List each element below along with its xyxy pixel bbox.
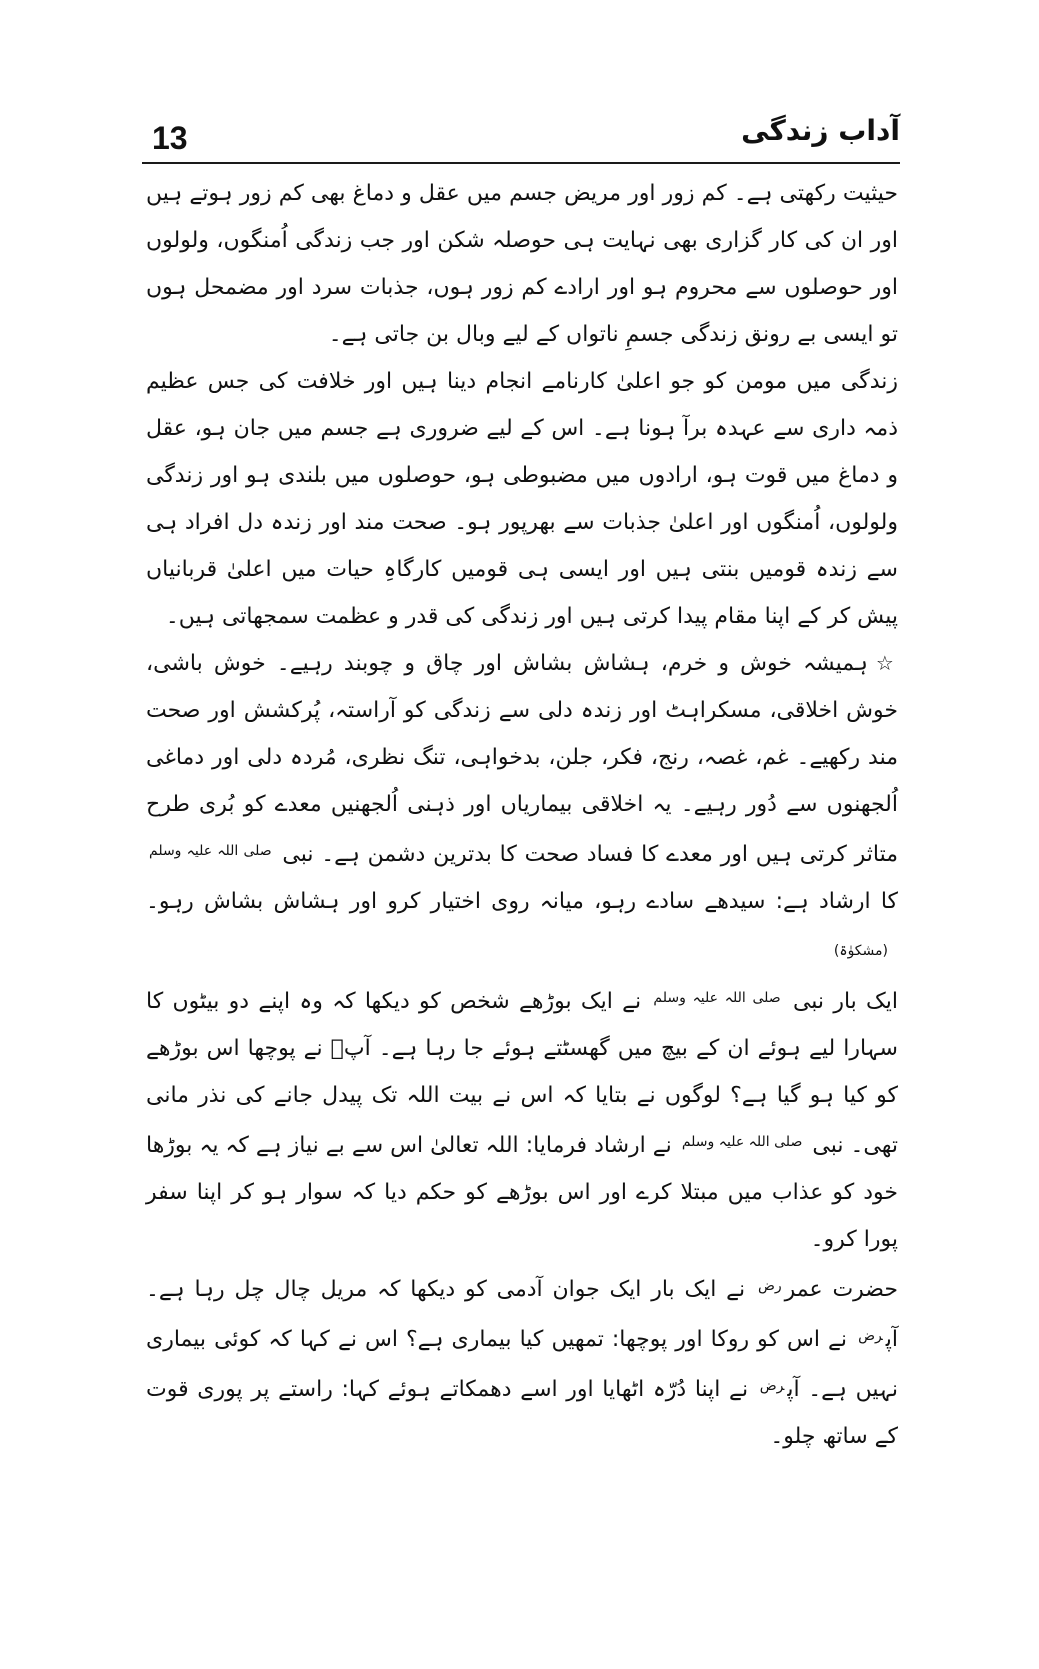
paragraph-4 xyxy=(146,975,898,1263)
paragraph-4-part-2: نے ایک بوڑھے شخص کو دیکھا کہ وہ اپنے دو بیٹوں کا سہارا لیے ہوئے ان کے بیچ میں گھسٹتے ہوئے جا رہا ہے۔ آپؐ نے پوچھا اس بوڑھے کو کیا ہو گیا ہے؟ لوگوں نے بتایا کہ اس نے بیت اللہ تک پیدل جانے کی نذر مانی تھی۔ نبی xyxy=(146,989,898,1158)
paragraph-5-part-4: نے اپنا دُرّہ اٹھایا اور اسے دھمکاتے ہوئے کہا: راستے پر پوری قوت کے ساتھ چلو۔ xyxy=(146,1377,898,1449)
paragraph-3-part-2: کا ارشاد ہے: سیدھے سادے رہو، میانہ روی اختیار کرو اور ہشاش بشاش رہو۔ xyxy=(146,889,898,914)
paragraph-5 xyxy=(146,1263,898,1460)
paragraph-4-part-3: نے ارشاد فرمایا: اللہ تعالیٰ اس سے بے نیاز ہے کہ یہ بوڑھا خود کو عذاب میں مبتلا کرے اور اس بوڑھے کو حکم دیا کہ سوار ہو کر اپنا سفر پورا کرو۔ xyxy=(146,1133,898,1252)
companion-honorific-2: رض xyxy=(858,1328,883,1344)
companion-honorific-3: رض xyxy=(759,1378,785,1394)
header-divider xyxy=(142,162,900,164)
paragraph-5-part-3: نے اس کو روکا اور پوچھا: تمھیں کیا بیماری ہے؟ اس نے کہا کہ کوئی بیماری نہیں ہے۔ آپ xyxy=(146,1327,899,1402)
prophet-honorific-1: صلی اللہ علیہ وسلم xyxy=(149,843,272,859)
paragraph-4-part-1: ایک بار نبی xyxy=(792,989,898,1014)
page-body xyxy=(146,170,898,1460)
companion-honorific-1: رض xyxy=(757,1278,782,1294)
paragraph-3-part-1: ہمیشہ خوش و خرم، ہشاش بشاش اور چاق و چوبند رہیے۔ خوش باشی، خوش اخلاقی، مسکراہٹ اور زندہ دلی سے زندگی کو آراستہ، پُرکشش اور صحت مند رکھیے۔ غم، غصہ، رنج، فکر، جلن، بدخواہی، تنگ نظری، مُردہ دلی اور دماغی اُلجھنوں سے دُور رہیے۔ یہ اخلاقی بیماریاں اور ذہنی اُلجھنیں معدے کو بُری طرح متاثر کرتی ہیں اور معدے کا فساد صحت کا بدترین دشمن ہے۔ نبی xyxy=(146,651,898,867)
citation: (مشکوٰۃ) xyxy=(833,943,888,959)
prophet-honorific-2: صلی اللہ علیہ وسلم xyxy=(653,990,781,1006)
paragraph-3 xyxy=(146,640,898,975)
paragraph-5-part-2: نے ایک بار ایک جوان آدمی کو دیکھا کہ مریل چال چل رہا ہے۔ آپ xyxy=(146,1277,898,1352)
paragraph-2: زندگی میں مومن کو جو اعلیٰ کارنامے انجام دینا ہیں اور خلافت کی جس عظیم ذمہ داری سے عہدہ برآ ہونا ہے۔ اس کے لیے ضروری ہے جسم میں جان ہو، عقل و دماغ میں قوت ہو، ارادوں میں مضبوطی ہو، حوصلوں میں بلندی ہو اور زندگی ولولوں، اُمنگوں اور اعلیٰ جذبات سے بھرپور ہو۔ صحت مند اور زندہ دل افراد ہی سے زندہ قومیں بنتی ہیں اور ایسی ہی قومیں کارگاہِ حیات میں اعلیٰ قربانیاں پیش کر کے اپنا مقام پیدا کرتی ہیں اور زندگی کی قدر و عظمت سمجھاتی ہیں۔ xyxy=(146,369,898,629)
running-title: آداب زندگی xyxy=(741,114,900,147)
paragraph-1: حیثیت رکھتی ہے۔ کم زور اور مریض جسم میں عقل و دماغ بھی کم زور ہوتے ہیں اور ان کی کار گزاری بھی نہایت ہی حوصلہ شکن اور جب زندگی اُمنگوں، ولولوں اور حوصلوں سے محروم ہو اور ارادے کم زور ہوں، جذبات سرد اور مضمحل ہوں تو ایسی بے رونق زندگی جسمِ ناتواں کے لیے وبال بن جاتی ہے۔ xyxy=(146,181,898,347)
paragraph-5-part-1: حضرت عمر xyxy=(784,1277,898,1302)
prophet-honorific-3: صلی اللہ علیہ وسلم xyxy=(681,1134,803,1150)
page-header xyxy=(142,112,900,162)
page-number: 13 xyxy=(152,120,188,156)
star-bullet-icon: ☆ xyxy=(875,651,898,675)
